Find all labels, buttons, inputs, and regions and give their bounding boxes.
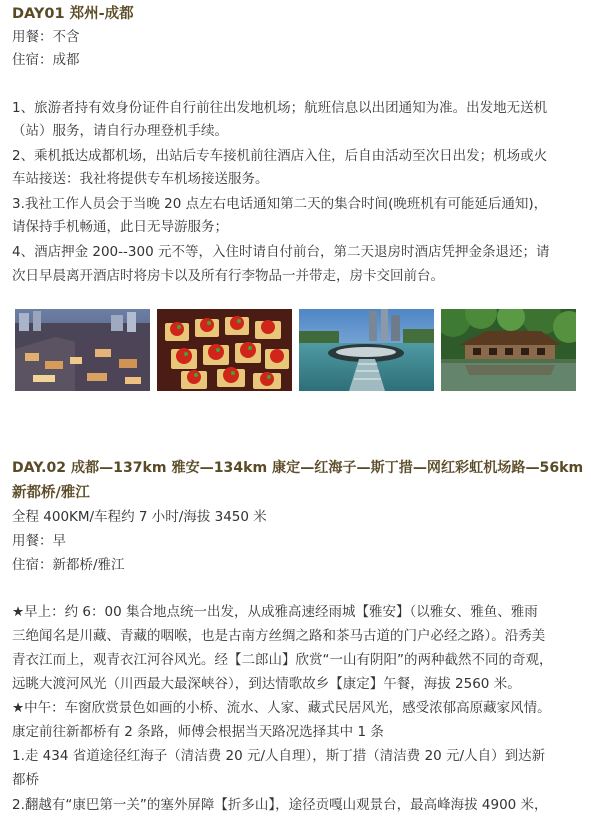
day1-paragraph-line: 车站接送：我社将提供专车机场接送服务。 <box>12 171 269 187</box>
day2-stay: 住宿：新都桥/雅江 <box>12 557 125 573</box>
food-dish-photo <box>157 309 292 391</box>
day2-title-line1: DAY.02 成都—137km 雅安—134km 康定—红海子—斯丁措—网红彩虹机场路—56km <box>12 460 584 476</box>
day2-paragraph-line: ★中午：车窗欣赏景色如画的小桥、流水、人家、藏式民居风光，感受浓郁高原藏家风情。 <box>12 700 551 716</box>
day2-paragraph-line: 三绝闻名是川藏、青藏的咽喉，也是古南方丝绸之路和茶马古道的门户必经之路）。沿秀美 <box>12 628 546 644</box>
day1-paragraph-line: （站）服务，请自行办理登机手续。 <box>12 123 228 139</box>
day2-paragraph-line: 1.走 434 省道途径红海子（清洁费 20 元/人自理），斯丁措（清洁费 20 元/人自）到达新 <box>12 748 546 764</box>
day2-paragraph-line: 远眺大渡河风光（川西最大最深峡谷），到达情歌故乡【康定】午餐，海拔 2560 米。 <box>12 676 521 692</box>
water-plaza-photo <box>299 309 434 391</box>
day1-paragraph-line: 1、旅游者持有效身份证件自行前往出发地机场；航班信息以出团通知为准。出发地无送机 <box>12 100 548 116</box>
day2-meals: 用餐：早 <box>12 533 66 549</box>
riverside-house-photo <box>441 309 576 391</box>
day1-paragraph-line: 请保持手机畅通，此日无导游服务； <box>12 219 228 235</box>
day1-title: DAY01 郑州-成都 <box>12 6 134 22</box>
day2-title-line2: 新都桥/雅江 <box>12 485 90 501</box>
day1-meals: 用餐：不含 <box>12 29 80 45</box>
day1-paragraph-line: 4、酒店押金 200--300 元不等，入住时请自付前台，第二天退房时酒店凭押金条退还；请 <box>12 244 550 260</box>
town-aerial-photo <box>15 309 150 391</box>
day2-paragraph-line: 2.翻越有“康巴第一关”的塞外屏障【折多山】，途径贡嘎山观景台，最高峰海拔 4900 米， <box>12 797 548 813</box>
day2-paragraph-line: 都桥 <box>12 772 39 788</box>
day2-paragraph-line: 青衣江而上，观青衣江河谷风光。经【二郎山】欣赏“一山有阴阳”的两种截然不同的奇观， <box>12 652 553 668</box>
day2-summary: 全程 400KM/车程约 7 小时/海拔 3450 米 <box>12 509 267 525</box>
day1-stay: 住宿：成都 <box>12 52 80 68</box>
day1-paragraph-line: 2、乘机抵达成都机场，出站后专车接机前往酒店入住，后自由活动至次日出发；机场或火 <box>12 148 548 164</box>
day1-paragraph-line: 次日早晨离开酒店时将房卡以及所有行李物品一并带走，房卡交回前台。 <box>12 268 444 284</box>
day2-paragraph-line: ★早上：约 6：00 集合地点统一出发，从成雅高速经雨城【雅安】（以雅女、雅鱼、雅雨 <box>12 604 538 620</box>
day1-paragraph-line: 3.我社工作人员会于当晚 20 点左右电话通知第二天的集合时间(晚班机有可能延后通知)， <box>12 196 548 212</box>
photo-strip <box>15 309 577 391</box>
day2-paragraph-line: 康定前往新都桥有 2 条路，师傅会根据当天路况选择其中 1 条 <box>12 724 384 740</box>
